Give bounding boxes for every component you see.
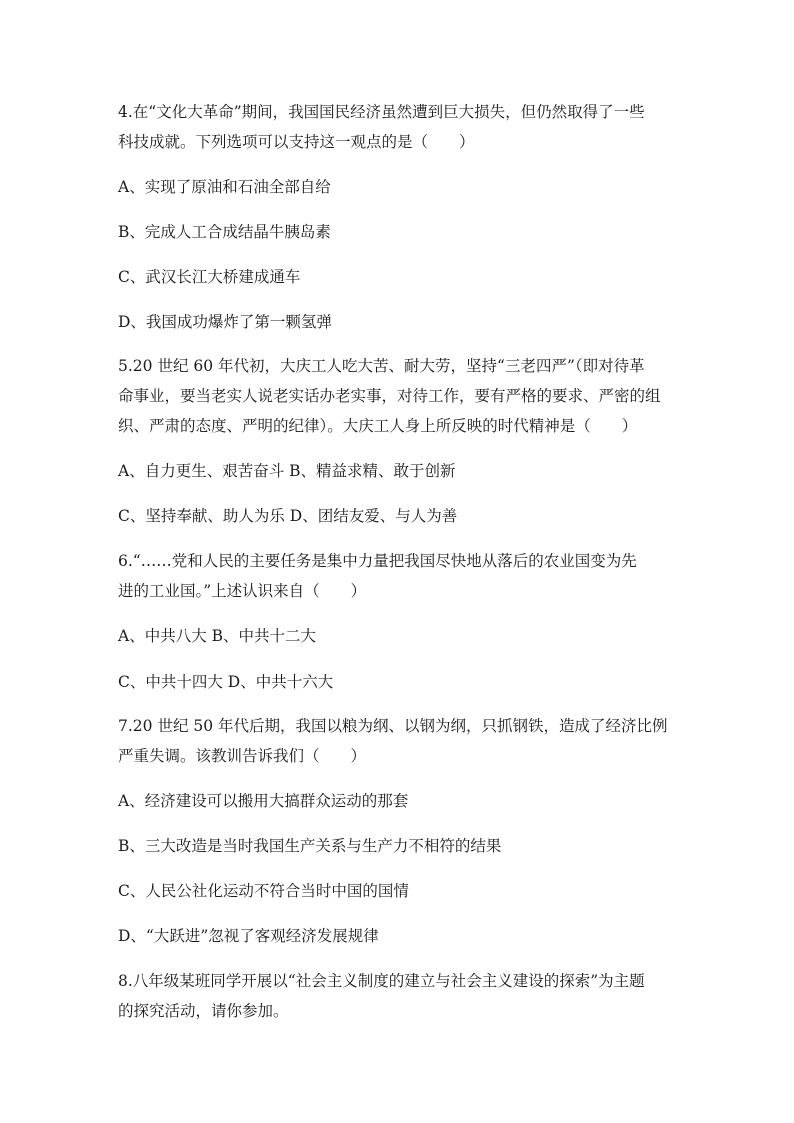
question-5-stem-line-3: 织、严肃的态度、严明的纪律）。大庆工人身上所反映的时代精神是（ ） xyxy=(118,417,638,435)
question-4-stem-line-2: 科技成就。下列选项可以支持这一观点的是（ ） xyxy=(118,133,475,151)
question-5-stem-line-1: 5.20 世纪 60 年代初，大庆工人吃大苦、耐大劳，坚持“三老四严”（即对待革 xyxy=(118,357,645,375)
question-4-option-d: D、我国成功爆炸了第一颗氢弹 xyxy=(118,313,332,331)
question-6-option-ab: A、中共八大 B、中共十二大 xyxy=(118,627,317,645)
question-7-option-a: A、经济建设可以搬用大搞群众运动的那套 xyxy=(118,792,409,810)
question-6-option-cd: C、中共十四大 D、中共十六大 xyxy=(118,673,334,691)
question-4-option-a: A、实现了原油和石油全部自给 xyxy=(118,178,331,196)
question-7-option-c: C、人民公社化运动不符合当时中国的国情 xyxy=(118,882,409,900)
question-7-option-d: D、“大跃进”忽视了客观经济发展规律 xyxy=(118,927,379,945)
question-4-option-c: C、武汉长江大桥建成通车 xyxy=(118,268,301,286)
question-6-stem-line-2: 进的工业国。”上述认识来自（ ） xyxy=(118,582,367,600)
question-7-stem-line-1: 7.20 世纪 50 年代后期，我国以粮为纲、以钢为纲，只抓钢铁，造成了经济比例 xyxy=(118,717,668,735)
question-6-stem-line-1: 6.“……党和人民的主要任务是集中力量把我国尽快地从落后的农业国变为先 xyxy=(118,552,637,570)
question-5-stem-line-2: 命事业，要当老实人说老实话办老实事，对待工作，要有严格的要求、严密的组 xyxy=(118,387,661,405)
question-5-option-ab: A、自力更生、艰苦奋斗 B、精益求精、敢于创新 xyxy=(118,462,456,480)
question-5-option-cd: C、坚持奉献、助人为乐 D、团结友爱、与人为善 xyxy=(118,507,458,525)
question-7-option-b: B、三大改造是当时我国生产关系与生产力不相符的结果 xyxy=(118,837,502,855)
question-8-stem-line-2: 的探究活动，请你参加。 xyxy=(118,1002,289,1020)
question-7-stem-line-2: 严重失调。该教训告诉我们（ ） xyxy=(118,747,367,765)
question-4-option-b: B、完成人工合成结晶牛胰岛素 xyxy=(118,223,331,241)
question-4-stem-line-1: 4.在“文化大革命”期间，我国国民经济虽然遭到巨大损失，但仍然取得了一些 xyxy=(118,103,645,121)
question-8-stem-line-1: 8.八年级某班同学开展以“社会主义制度的建立与社会主义建设的探索”为主题 xyxy=(118,972,645,990)
